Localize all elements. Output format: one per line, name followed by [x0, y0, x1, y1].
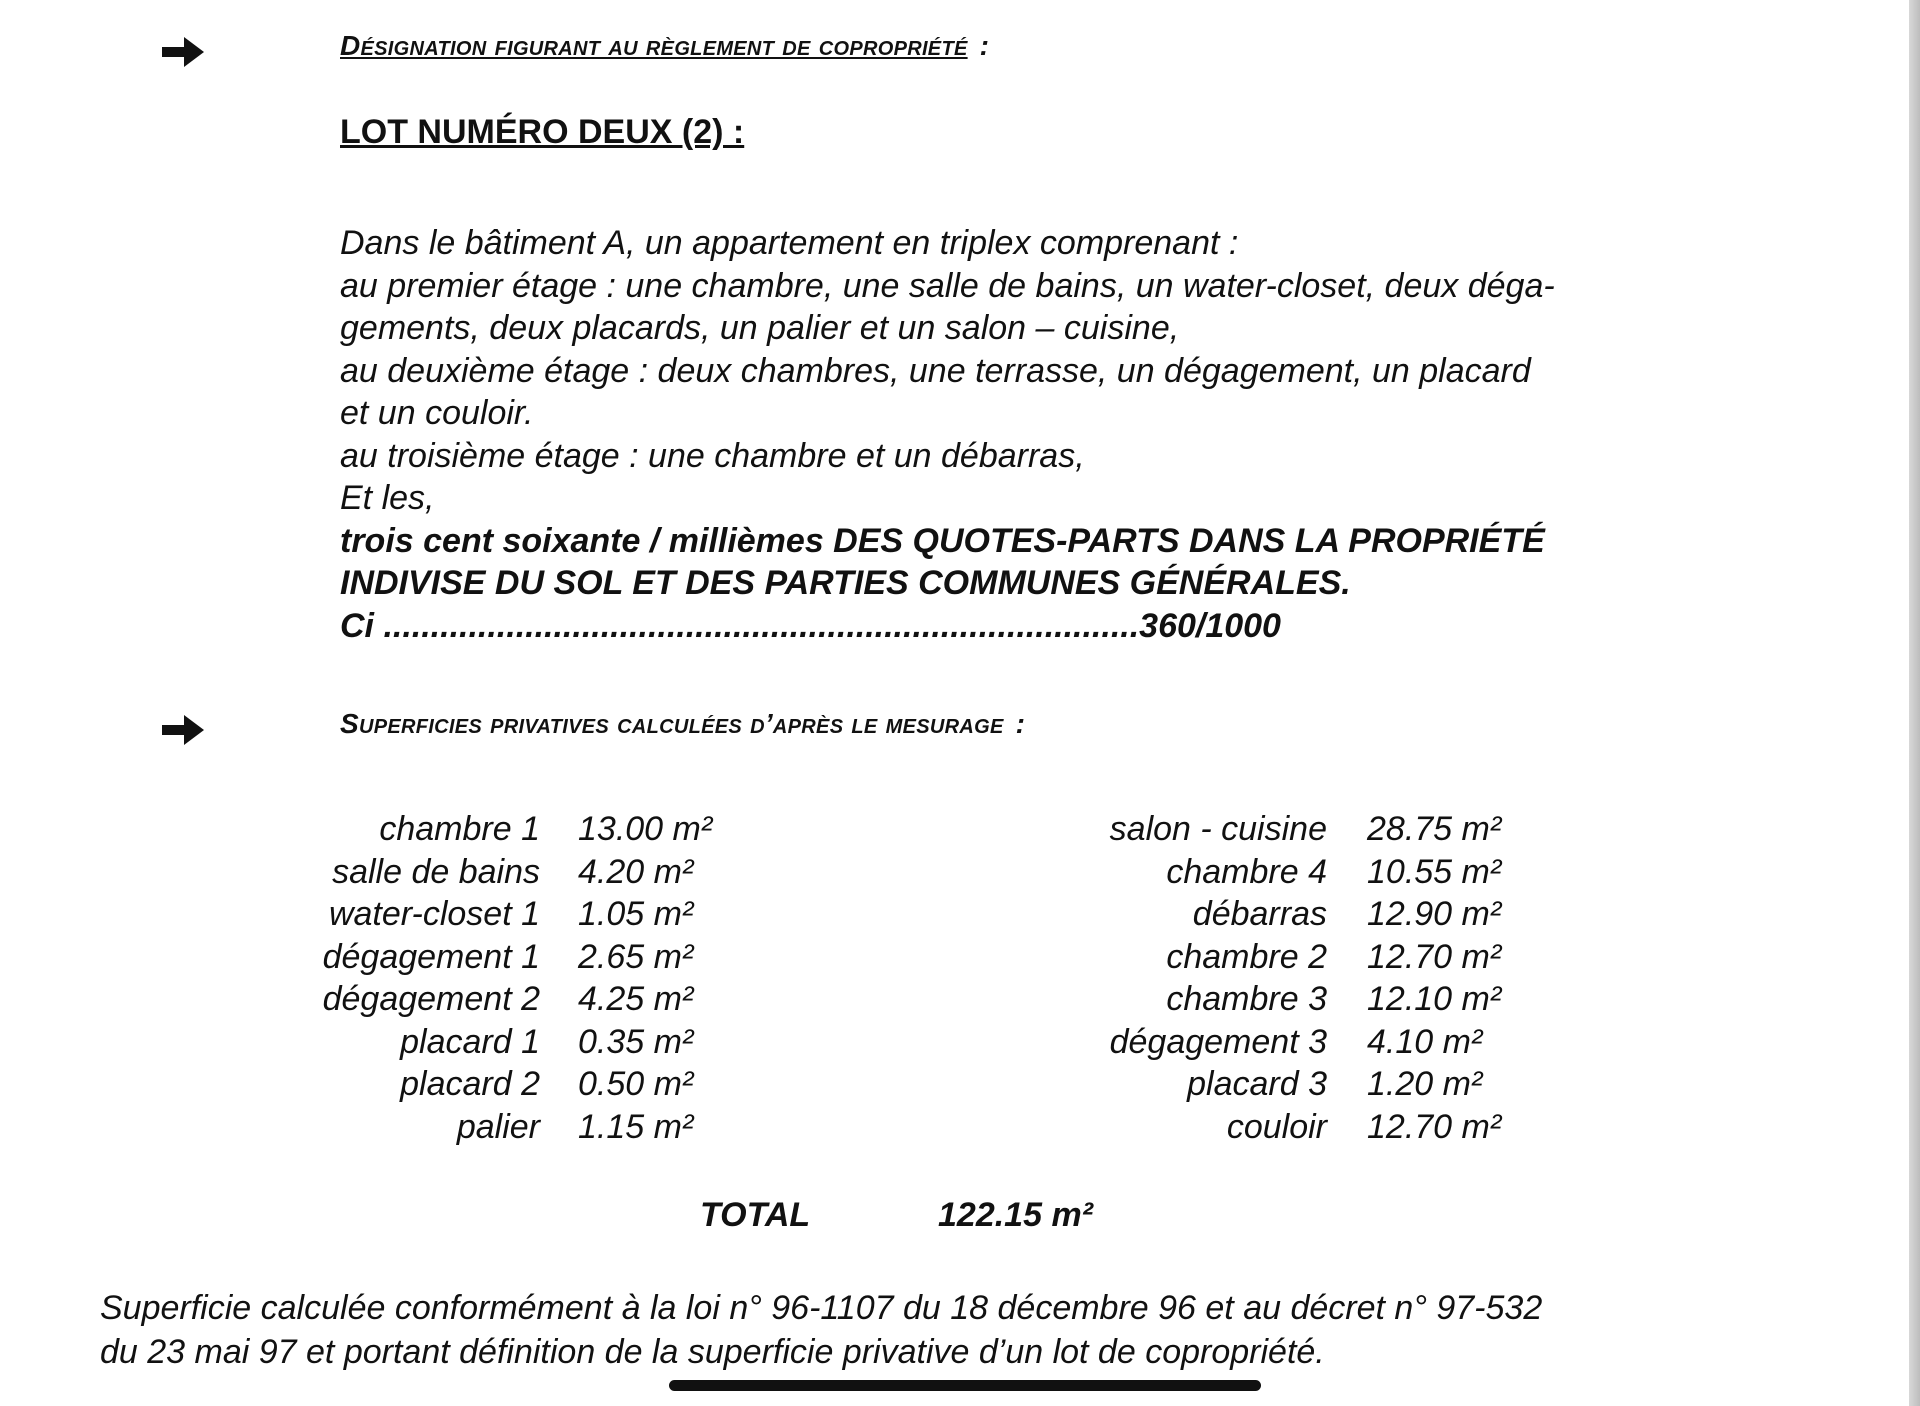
room-area: 12.10 m²	[1367, 980, 1502, 1018]
arrow-right-icon	[160, 32, 206, 72]
room-area: 12.70 m²	[1367, 937, 1502, 976]
room-area: 13.00 m²	[578, 810, 713, 848]
area-row	[578, 1063, 878, 1106]
quota-line: trois cent soixante / millièmes DES QUOTES-PARTS DANS LA PROPRIÉTÉ	[340, 521, 1545, 560]
room-name: chambre 2	[1166, 937, 1327, 976]
area-row	[1367, 936, 1667, 979]
room-area: 2.65 m²	[578, 937, 694, 976]
area-row	[0, 1021, 540, 1064]
area-row	[578, 851, 878, 894]
room-area: 10.55 m²	[1367, 852, 1502, 891]
ci-line	[340, 605, 1680, 648]
area-row	[578, 808, 878, 851]
area-row	[0, 936, 540, 979]
area-row	[1367, 893, 1667, 936]
area-row	[1367, 978, 1667, 1021]
room-name: dégagement 3	[1109, 1022, 1327, 1061]
ci-value: 360/1000	[1139, 606, 1281, 645]
room-area: 0.35 m²	[578, 1022, 694, 1061]
section-heading-text: Désignation figurant au règlement de copropriété	[340, 30, 968, 61]
area-row	[0, 1106, 540, 1149]
area-row	[578, 893, 878, 936]
area-row	[0, 978, 540, 1021]
area-row	[578, 978, 878, 1021]
room-name: couloir	[1226, 1107, 1327, 1146]
area-row	[0, 851, 540, 894]
area-row	[1367, 1021, 1667, 1064]
room-area: 1.15 m²	[578, 1107, 694, 1146]
room-area: 4.10 m²	[1367, 1022, 1483, 1061]
room-area: 4.20 m²	[578, 852, 694, 891]
area-row	[0, 1063, 540, 1106]
ci-dots: ................................................................................	[383, 606, 1140, 645]
areas-right-values	[1367, 808, 1667, 1148]
section-heading-text: Superficies privatives calculées d’après le mesurage	[340, 708, 1004, 739]
room-area: 0.50 m²	[578, 1065, 694, 1103]
area-row	[1367, 808, 1667, 851]
area-row	[0, 893, 540, 936]
lot-title: LOT NUMÉRO DEUX (2) :	[340, 113, 745, 151]
area-row	[900, 1021, 1327, 1064]
area-row	[1367, 1106, 1667, 1149]
description-line: au troisième étage : une chambre et un débarras,	[340, 436, 1085, 475]
description-line: Dans le bâtiment A, un appartement en triplex comprenant :	[340, 224, 1239, 262]
areas-left-column	[0, 808, 540, 1148]
section-heading-superficies	[340, 708, 1025, 740]
room-name: chambre 1	[379, 810, 540, 848]
areas-right-column	[900, 808, 1327, 1148]
room-area: 12.90 m²	[1367, 895, 1502, 933]
quota-line: INDIVISE DU SOL ET DES PARTIES COMMUNES GÉNÉRALES.	[340, 564, 1351, 602]
area-row	[900, 808, 1327, 851]
ci-label: Ci	[340, 606, 374, 645]
lot-description	[340, 222, 1680, 647]
room-name: salle de bains	[332, 852, 540, 891]
footnote-line: Superficie calculée conformément à la loi n° 96-1107 du 18 décembre 96 et au décret n° 97-532	[100, 1289, 1543, 1327]
description-line: au premier étage : une chambre, une salle de bains, un water-closet, deux déga-	[340, 266, 1555, 305]
description-line: et un couloir.	[340, 394, 534, 432]
description-line: au deuxième étage : deux chambres, une terrasse, un dégagement, un placard	[340, 351, 1531, 390]
area-row	[900, 1063, 1327, 1106]
area-row	[578, 1021, 878, 1064]
room-name: placard 1	[400, 1022, 540, 1061]
room-area: 4.25 m²	[578, 980, 694, 1018]
area-row	[0, 808, 540, 851]
arrow-right-icon	[160, 710, 206, 750]
areas-left-values	[578, 808, 878, 1148]
area-row	[900, 978, 1327, 1021]
area-row	[1367, 1063, 1667, 1106]
page-edge-shadow	[1909, 0, 1920, 1406]
room-name: débarras	[1192, 895, 1327, 933]
room-name: placard 3	[1187, 1065, 1327, 1103]
room-area: 1.05 m²	[578, 895, 694, 933]
home-indicator-bar[interactable]	[669, 1380, 1261, 1391]
room-name: placard 2	[400, 1065, 540, 1103]
total-label: TOTAL	[700, 1196, 811, 1234]
area-row	[900, 893, 1327, 936]
area-row	[578, 936, 878, 979]
legal-footnote	[100, 1286, 1542, 1374]
room-name: salon - cuisine	[1109, 810, 1327, 848]
area-row	[900, 851, 1327, 894]
section-heading-colon: :	[979, 30, 990, 61]
room-area: 1.20 m²	[1367, 1065, 1483, 1103]
room-name: dégagement 2	[322, 980, 540, 1018]
total-value: 122.15 m²	[938, 1196, 1093, 1234]
room-name: chambre 3	[1166, 980, 1327, 1018]
room-name: dégagement 1	[322, 937, 540, 976]
footnote-line: du 23 mai 97 et portant définition de la superficie privative d’un lot de copropriété.	[100, 1333, 1325, 1371]
room-area: 12.70 m²	[1367, 1107, 1502, 1146]
section-heading-designation	[340, 30, 989, 62]
description-line: gements, deux placards, un palier et un salon – cuisine,	[340, 309, 1180, 347]
room-area: 28.75 m²	[1367, 810, 1502, 848]
area-row	[900, 1106, 1327, 1149]
area-row	[900, 936, 1327, 979]
section-heading-colon: :	[1015, 708, 1026, 739]
room-name: chambre 4	[1166, 852, 1327, 891]
area-row	[1367, 851, 1667, 894]
description-line: Et les,	[340, 479, 435, 517]
room-name: water-closet 1	[328, 895, 540, 933]
area-row	[578, 1106, 878, 1149]
room-name: palier	[456, 1107, 540, 1146]
